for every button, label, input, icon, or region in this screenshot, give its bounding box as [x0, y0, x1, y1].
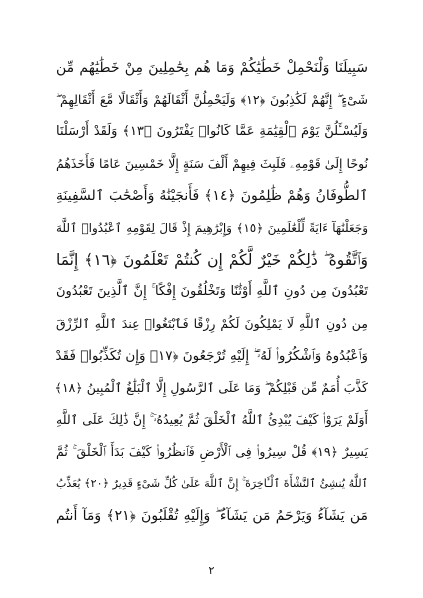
text-line: وَٱتَّقُوهُ ۖ ذَٰلِكُمْ خَيْرٌ لَّكُمْ إِن كُنتُمْ تَعْلَمُونَ ﴿١٦﴾ إِنَّمَا — [56, 251, 368, 269]
text-line: تَعْبُدُونَ مِن دُونِ ٱللَّهِ أَوْثَٰنًا وَتَخْلُقُونَ إِفْكًا ۚ إِنَّ ٱلَّذِينَ تَعْبُدُونَ — [56, 284, 368, 299]
text-line: مَن يَشَآءُ وَيَرْحَمُ مَن يَشَآءُ ۖ وَإِلَيْهِ تُقْلَبُونَ ﴿٢١﴾ وَمَآ أَنتُم — [56, 508, 368, 524]
text-line: وَٱعْبُدُوهُ وَٱشْكُرُوا۟ لَهُۥٓ ۖ إِلَيْهِ تُرْجَعُونَ ﴿١٧﴾ وَإِن تُكَذِّبُوا۟ فَقَدْ — [55, 348, 368, 364]
text-line: مِن دُونِ ٱللَّهِ لَا يَمْلِكُونَ لَكُمْ رِزْقًا فَٱبْتَغُوا۟ عِندَ ٱللَّهِ ٱلرِّزْقَ — [56, 316, 368, 331]
text-line: ٱللَّهُ يُنشِئُ ٱلنَّشْأَةَ ٱلْـَٔاخِرَةَ ۚ إِنَّ ٱللَّهَ عَلَىٰ كُلِّ شَىْءٍ قَدِيرٌ ﴿٢٠﴾ يُعَذِّبُ — [56, 477, 368, 490]
text-line: ٱلطُّوفَانُ وَهُمْ ظَٰلِمُونَ ﴿١٤﴾ فَأَنجَيْنَٰهُ وَأَصْحَٰبَ ٱلسَّفِينَةِ — [56, 188, 368, 204]
quran-text-block — [56, 52, 368, 532]
text-line: سَبِيلَنَا وَلْنَحْمِلْ خَطَٰيَٰكُمْ وَمَا هُم بِحَٰمِلِينَ مِنْ خَطَٰيَٰهُم مِّن — [56, 60, 368, 76]
text-line: أَوَلَمْ يَرَوْا۟ كَيْفَ يُبْدِئُ ٱللَّهُ ٱلْخَلْقَ ثُمَّ يُعِيدُهُۥٓ ۚ إِنَّ ذَٰلِكَ عَلَى ٱللَّهِ — [56, 412, 368, 427]
text-line: شَىْءٍ ۖ إِنَّهُمْ لَكَٰذِبُونَ ﴿١٢﴾ وَلَيَحْمِلُنَّ أَثْقَالَهُمْ وَأَثْقَالًا مَّعَ أَثْقَالِهِمْ ۖ — [56, 92, 368, 107]
text-line: يَسِيرٌ ﴿١٩﴾ قُلْ سِيرُوا۟ فِى ٱلْأَرْضِ فَٱنظُرُوا۟ كَيْفَ بَدَأَ ٱلْخَلْقَ ۚ ثُمَّ — [56, 444, 368, 459]
text-line: وَلَيُسْـَٔلُنَّ يَوْمَ ٱلْقِيَٰمَةِ عَمَّا كَانُوا۟ يَفْتَرُونَ ﴿١٣﴾ وَلَقَدْ أَرْسَلْنَا — [56, 124, 368, 139]
text-line: كَذَّبَ أُمَمٌ مِّن قَبْلِكُمْ ۖ وَمَا عَلَى ٱلرَّسُولِ إِلَّا ٱلْبَلَٰغُ ٱلْمُبِينُ ﴿١٨﴾ — [54, 380, 368, 395]
text-line: وَجَعَلْنَٰهَآ ءَايَةً لِّلْعَٰلَمِينَ ﴿١٥﴾ وَإِبْرَٰهِيمَ إِذْ قَالَ لِقَوْمِهِ ٱعْبُدُوا۟ ٱللَّهَ — [56, 221, 368, 235]
page-number: ٢ — [208, 564, 215, 577]
text-line: نُوحًا إِلَىٰ قَوْمِهِۦ فَلَبِثَ فِيهِمْ أَلْفَ سَنَةٍ إِلَّا خَمْسِينَ عَامًا فَأَخَذَهُمُ — [56, 156, 368, 171]
